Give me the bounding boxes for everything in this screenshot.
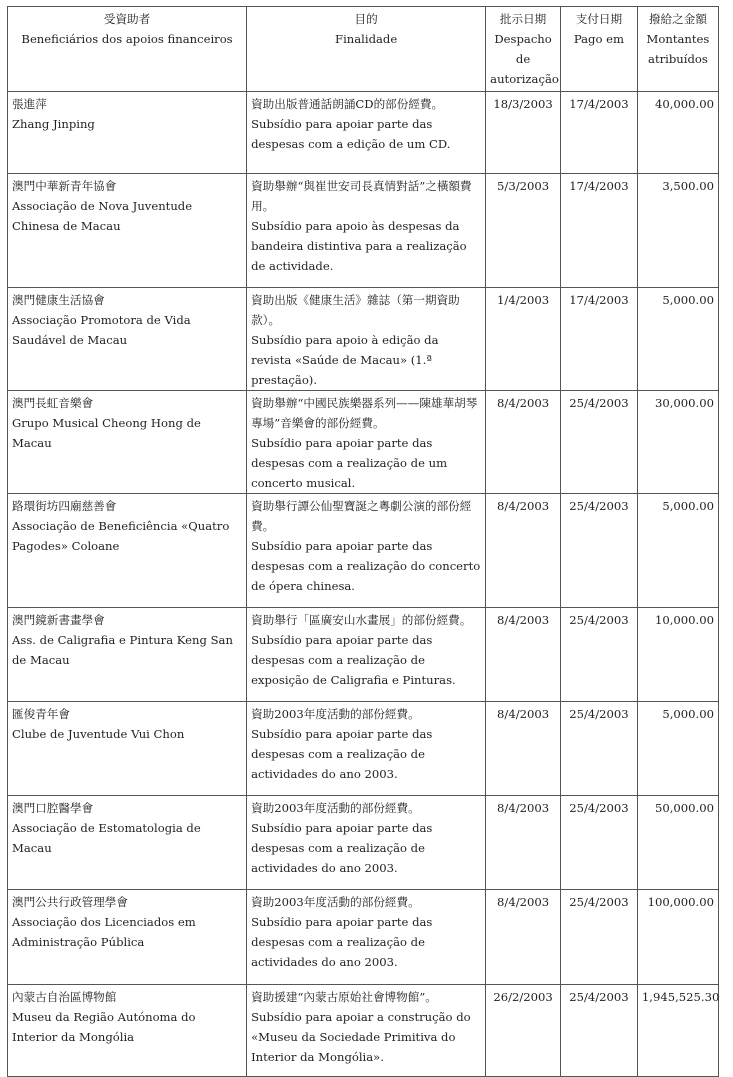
beneficiary-name-zh: 澳門鏡新書畫學會	[12, 613, 105, 627]
purpose-zh: 資助舉辦“與崔世安司長真情對話”之橫額費用。	[251, 179, 472, 213]
beneficiary-name-zh: 澳門口腔醫學會	[12, 801, 94, 815]
beneficiary-name-zh: 內蒙古自治區博物館	[12, 990, 117, 1004]
beneficiary-cell	[8, 391, 247, 494]
beneficiary-name-zh: 澳門中華新青年協會	[12, 179, 117, 193]
approval-date-cell: 8/4/2003	[486, 890, 561, 985]
beneficiary-name-pt: Clube de Juventude Vui Chon	[12, 727, 185, 741]
purpose-zh: 資助舉行「區廣安山水畫展」的部份經費。	[251, 613, 472, 627]
header-beneficiary-zh: 受資助者	[103, 12, 151, 26]
amount-cell: 5,000.00	[637, 288, 718, 391]
beneficiary-name-pt: Associação de Beneficiência «Quatro Pagodes» Coloane	[12, 519, 230, 553]
beneficiary-name-zh: 路環街坊四廟慈善會	[12, 499, 117, 513]
beneficiary-name-pt: Ass. de Caligrafia e Pintura Keng San de Macau	[12, 633, 233, 667]
approval-date-cell: 18/3/2003	[486, 92, 561, 174]
paid-date-cell: 25/4/2003	[560, 702, 637, 796]
beneficiary-name-pt: Museu da Região Autónoma do Interior da Mongólia	[12, 1010, 196, 1044]
table-row	[8, 494, 719, 608]
amount-cell: 40,000.00	[637, 92, 718, 174]
approval-date-cell: 8/4/2003	[486, 391, 561, 494]
approval-date-cell: 26/2/2003	[486, 985, 561, 1077]
approval-date-cell: 1/4/2003	[486, 288, 561, 391]
purpose-pt: Subsídio para apoiar parte das despesas com a realização do concerto de ópera chinesa.	[251, 539, 481, 593]
purpose-pt: Subsídio para apoiar parte das despesas com a edição de um CD.	[251, 117, 451, 151]
beneficiary-cell	[8, 890, 247, 985]
beneficiary-name-zh: 澳門公共行政管理學會	[12, 895, 128, 909]
amount-cell: 100,000.00	[637, 890, 718, 985]
table-row	[8, 391, 719, 494]
table-row	[8, 890, 719, 985]
purpose-pt: Subsídio para apoio às despesas da bandeira distintiva para a realização de actividade.	[251, 219, 467, 273]
table-row	[8, 796, 719, 890]
beneficiary-cell	[8, 174, 247, 288]
beneficiary-name-pt: Associação dos Licenciados em Administração Pública	[12, 915, 196, 949]
amount-cell: 5,000.00	[637, 702, 718, 796]
beneficiary-name-zh: 張進萍	[12, 97, 47, 111]
table-row	[8, 702, 719, 796]
paid-date-cell: 17/4/2003	[560, 174, 637, 288]
subsidy-table	[7, 6, 719, 1077]
beneficiary-name-pt: Grupo Musical Cheong Hong de Macau	[12, 416, 201, 450]
table-row	[8, 174, 719, 288]
table-header	[8, 7, 719, 92]
purpose-cell	[247, 608, 486, 702]
beneficiary-cell	[8, 92, 247, 174]
table-body	[8, 92, 719, 1077]
approval-date-cell: 5/3/2003	[486, 174, 561, 288]
paid-date-cell: 25/4/2003	[560, 796, 637, 890]
purpose-cell	[247, 796, 486, 890]
paid-date-cell: 25/4/2003	[560, 608, 637, 702]
beneficiary-cell	[8, 494, 247, 608]
purpose-zh: 資助2003年度活動的部份經費。	[251, 707, 420, 721]
purpose-pt: Subsídio para apoio à edição da revista «Saúde de Macau» (1.ª prestação).	[251, 333, 439, 387]
beneficiary-name-pt: Associação de Nova Juventude Chinesa de Macau	[12, 199, 193, 233]
purpose-pt: Subsídio para apoiar parte das despesas com a realização de exposição de Caligrafia e Pinturas.	[251, 633, 456, 687]
paid-date-cell: 25/4/2003	[560, 890, 637, 985]
beneficiary-name-zh: 匯俊青年會	[12, 707, 70, 721]
purpose-pt: Subsídio para apoiar parte das despesas com a realização de actividades do ano 2003.	[251, 727, 433, 781]
header-amount	[637, 7, 718, 92]
header-approval-zh: 批示日期	[499, 12, 547, 26]
header-purpose-zh: 目的	[354, 12, 378, 26]
purpose-cell	[247, 494, 486, 608]
amount-cell: 1,945,525.30	[637, 985, 718, 1077]
beneficiary-name-pt: Associação Promotora de Vida Saudável de Macau	[12, 313, 191, 347]
header-approval-pt: Despacho de autorização	[490, 32, 559, 86]
approval-date-cell: 8/4/2003	[486, 608, 561, 702]
beneficiary-name-zh: 澳門長虹音樂會	[12, 396, 94, 410]
purpose-zh: 資助2003年度活動的部份經費。	[251, 801, 420, 815]
table-row	[8, 985, 719, 1077]
table-row	[8, 288, 719, 391]
header-amount-pt: Montantes atribuídos	[646, 32, 710, 66]
table-row	[8, 92, 719, 174]
paid-date-cell: 25/4/2003	[560, 985, 637, 1077]
beneficiary-name-pt: Associação de Estomatologia de Macau	[12, 821, 201, 855]
header-beneficiary-pt: Beneficiários dos apoios financeiros	[21, 32, 233, 46]
header-paid-zh: 支付日期	[575, 12, 623, 26]
beneficiary-cell	[8, 608, 247, 702]
header-paid-pt: Pago em	[573, 32, 624, 46]
purpose-pt: Subsídio para apoiar parte das despesas com a realização de actividades do ano 2003.	[251, 821, 433, 875]
approval-date-cell: 8/4/2003	[486, 494, 561, 608]
purpose-cell	[247, 174, 486, 288]
purpose-zh: 資助出版普通話朗誦CD的部份經費。	[251, 97, 444, 111]
amount-cell: 3,500.00	[637, 174, 718, 288]
purpose-cell	[247, 288, 486, 391]
paid-date-cell: 17/4/2003	[560, 288, 637, 391]
header-purpose-pt: Finalidade	[335, 32, 398, 46]
purpose-pt: Subsídio para apoiar a construção do «Museu da Sociedade Primitiva do Interior da Mongólia».	[251, 1010, 471, 1064]
amount-cell: 50,000.00	[637, 796, 718, 890]
paid-date-cell: 25/4/2003	[560, 391, 637, 494]
beneficiary-cell	[8, 288, 247, 391]
approval-date-cell: 8/4/2003	[486, 796, 561, 890]
purpose-zh: 資助舉行譚公仙聖寶誕之粵劇公演的部份經費。	[251, 499, 472, 533]
beneficiary-name-pt: Zhang Jinping	[12, 117, 95, 131]
beneficiary-cell	[8, 702, 247, 796]
table-row	[8, 608, 719, 702]
beneficiary-cell	[8, 796, 247, 890]
purpose-cell	[247, 890, 486, 985]
purpose-zh: 資助出版《健康生活》雜誌（第一期資助款）。	[251, 293, 460, 327]
purpose-cell	[247, 92, 486, 174]
header-amount-zh: 撥給之金額	[648, 12, 707, 26]
purpose-pt: Subsídio para apoiar parte das despesas com a realização de um concerto musical.	[251, 436, 448, 490]
purpose-pt: Subsídio para apoiar parte das despesas com a realização de actividades do ano 2003.	[251, 915, 433, 969]
approval-date-cell: 8/4/2003	[486, 702, 561, 796]
header-approval-date	[486, 7, 561, 92]
purpose-cell	[247, 391, 486, 494]
purpose-zh: 資助2003年度活動的部份經費。	[251, 895, 420, 909]
purpose-cell	[247, 702, 486, 796]
header-purpose	[247, 7, 486, 92]
amount-cell: 5,000.00	[637, 494, 718, 608]
amount-cell: 10,000.00	[637, 608, 718, 702]
purpose-cell	[247, 985, 486, 1077]
purpose-zh: 資助舉辦“中國民族樂器系列——陳雄華胡琴專場”音樂會的部份經費。	[251, 396, 478, 430]
purpose-zh: 資助援建“內蒙古原始社會博物館”。	[251, 990, 437, 1004]
beneficiary-cell	[8, 985, 247, 1077]
paid-date-cell: 17/4/2003	[560, 92, 637, 174]
paid-date-cell: 25/4/2003	[560, 494, 637, 608]
header-paid-date	[560, 7, 637, 92]
beneficiary-name-zh: 澳門健康生活協會	[12, 293, 105, 307]
amount-cell: 30,000.00	[637, 391, 718, 494]
header-beneficiary	[8, 7, 247, 92]
